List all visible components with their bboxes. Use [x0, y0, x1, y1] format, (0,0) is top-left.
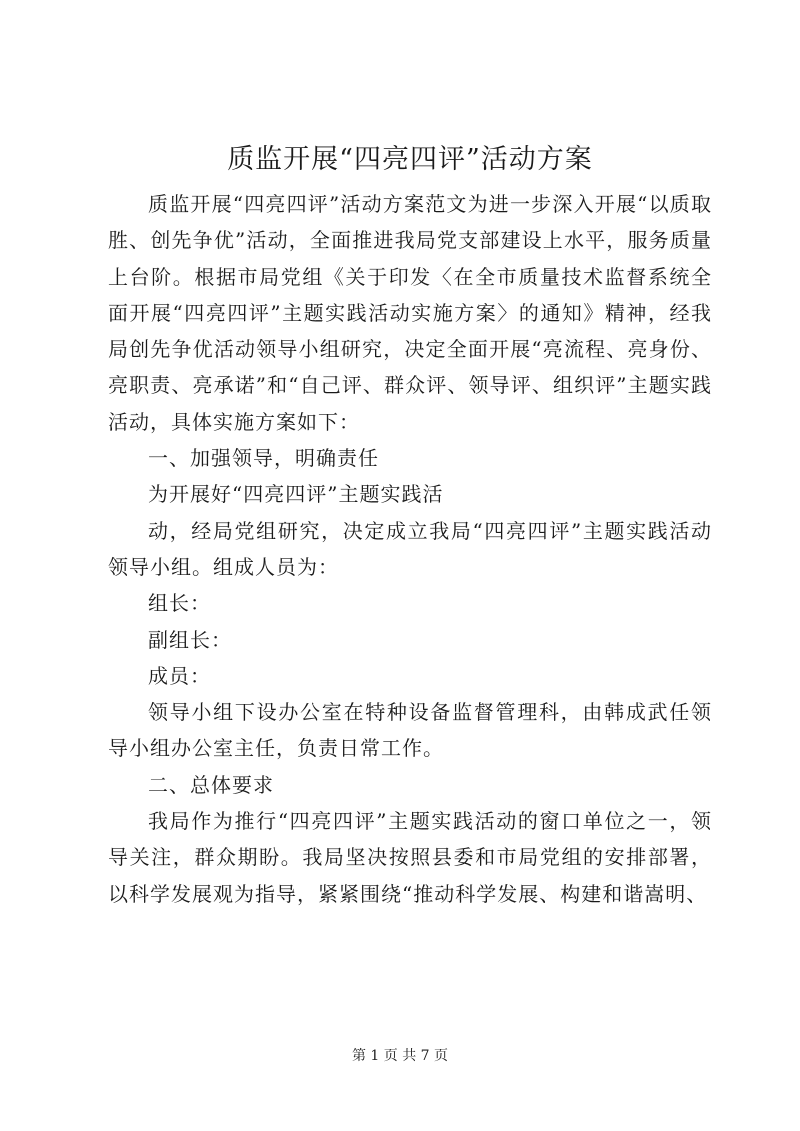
body-paragraph: 为开展好“四亮四评”主题实践活	[148, 482, 444, 507]
document-page	[108, 140, 712, 912]
body-paragraph: 我局作为推行“四亮四评”主题实践活动的窗口单位之一，领导关注，群众期盼。我局坚决按照县委和市局党组的安排部署，以科学发展观为指导，紧紧围绕“推动科学发展、构建和谐嵩明、	[108, 809, 712, 906]
members-line: 成员：	[148, 663, 211, 688]
page-footer: 第 1 页 共 7 页	[351, 1048, 449, 1064]
body-paragraph: 领导小组下设办公室在特种设备监督管理科，由韩成武任领导小组办公室主任，负责日常工作。	[108, 700, 712, 761]
deputy-leader-line: 副组长：	[148, 627, 232, 652]
section-heading-1: 一、加强领导，明确责任	[148, 446, 379, 471]
section-heading-2: 二、总体要求	[148, 772, 274, 797]
intro-paragraph: 质监开展“四亮四评”活动方案范文为进一步深入开展“以质取胜、创先争优”活动，全面推进我局党支部建设上水平，服务质量上台阶。根据市局党组《关于印发〈在全市质量技术监督系统全面开展“四亮四评”主题实践活动实施方案〉的通知》精神，经我局创先争优活动领导小组研究，决定全面开展“亮流程、亮身份、亮职责、亮承诺”和“自己评、群众评、领导评、组织评”主题实践活动，具体实施方案如下：	[108, 192, 712, 434]
document-title: 质监开展“四亮四评”活动方案	[227, 144, 593, 175]
body-paragraph: 动，经局党组研究，决定成立我局“四亮四评”主题实践活动领导小组。组成人员为：	[108, 518, 712, 579]
group-leader-line: 组长：	[148, 591, 211, 616]
